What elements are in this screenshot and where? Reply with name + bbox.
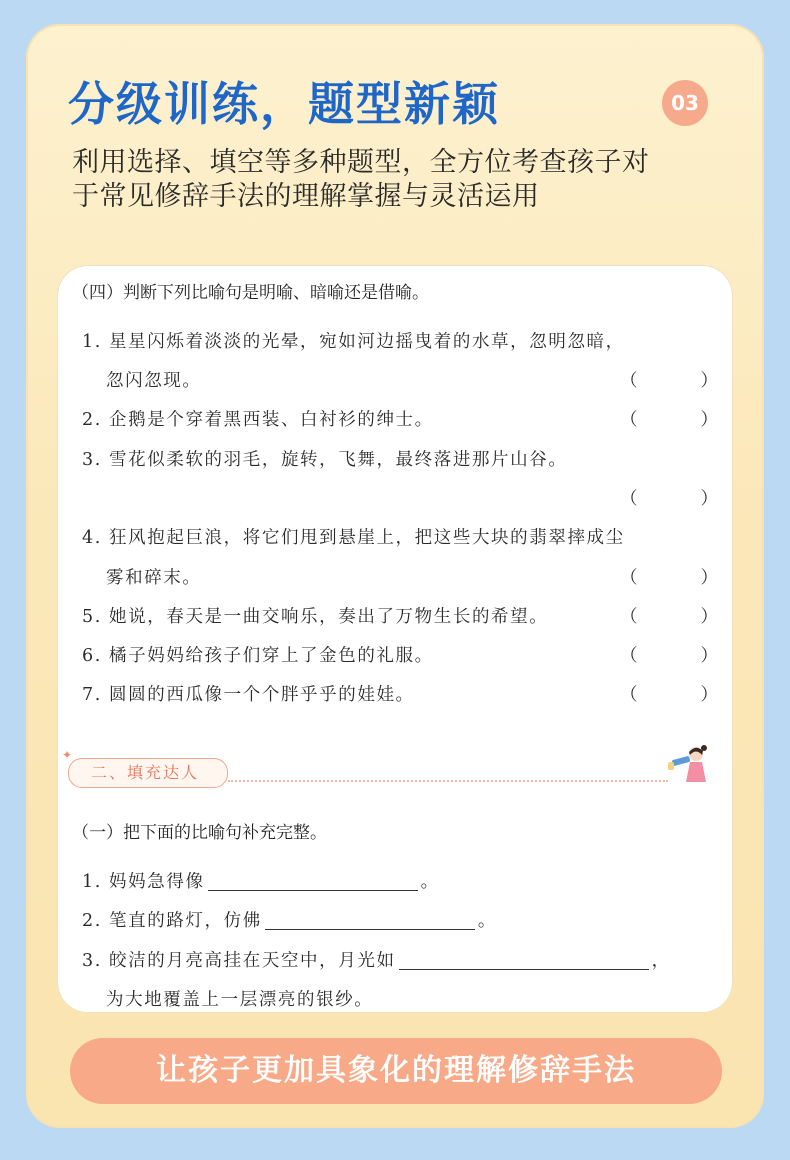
paren-open: （ — [620, 568, 638, 588]
answer-paren-5[interactable] — [620, 603, 718, 628]
paren-open: （ — [620, 371, 638, 391]
fill-question-1-end: 。 — [420, 872, 440, 892]
paren-close: ） — [700, 489, 718, 509]
question-1-line-1: 1. 星星闪烁着淡淡的光晕，宛如河边摇曳着的水草，忽明忽暗， — [82, 332, 625, 352]
question-5: 5. 她说，春天是一曲交响乐，奏出了万物生长的希望。 — [82, 607, 549, 627]
section-4-title: （四）判断下列比喻句是明喻、暗喻还是借喻。 — [72, 283, 429, 303]
fill-question-3-text: 3. 皎洁的月亮高挂在天空中，月光如 — [82, 951, 396, 971]
subtitle-line-2: 于常见修辞手法的理解掌握与灵活运用 — [72, 181, 540, 212]
paren-close: ） — [700, 646, 718, 666]
question-1-line-2: 忽闪忽现。 — [106, 371, 202, 391]
answer-paren-4[interactable] — [620, 564, 718, 589]
fill-question-2 — [82, 907, 497, 932]
paren-open: （ — [620, 410, 638, 430]
answer-paren-7[interactable] — [620, 681, 718, 706]
page-subtitle — [72, 146, 732, 214]
paren-close: ） — [700, 568, 718, 588]
answer-paren-3[interactable] — [620, 485, 718, 510]
section-tag: 二、填充达人 — [68, 758, 228, 788]
bottom-banner: 让孩子更加具象化的理解修辞手法 — [70, 1038, 722, 1104]
paren-open: （ — [620, 685, 638, 705]
fill-question-3-end: ， — [651, 951, 671, 971]
fill-question-2-end: 。 — [477, 911, 497, 931]
question-3: 3. 雪花似柔软的羽毛，旋转，飞舞，最终落进那片山谷。 — [82, 450, 568, 470]
question-2: 2. 企鹅是个穿着黑西装、白衬衫的绅士。 — [82, 410, 434, 430]
page-title: 分级训练，题型新颖 — [68, 77, 500, 131]
fill-blank-1[interactable] — [208, 870, 418, 891]
answer-paren-6[interactable] — [620, 642, 718, 667]
question-7: 7. 圆圆的西瓜像一个个胖乎乎的娃娃。 — [82, 685, 415, 705]
answer-paren-2[interactable] — [620, 406, 718, 431]
paren-close: ） — [700, 371, 718, 391]
question-4-line-1: 4. 狂风抱起巨浪，将它们甩到悬崖上，把这些大块的翡翠摔成尘 — [82, 528, 625, 548]
fill-blank-3[interactable] — [399, 949, 649, 970]
paren-open: （ — [620, 646, 638, 666]
paren-open: （ — [620, 489, 638, 509]
fill-question-1 — [82, 868, 440, 893]
fill-blank-2[interactable] — [265, 909, 475, 930]
question-6: 6. 橘子妈妈给孩子们穿上了金色的礼服。 — [82, 646, 434, 666]
fill-question-2-text: 2. 笔直的路灯，仿佛 — [82, 911, 262, 931]
fill-question-3-line-2: 为大地覆盖上一层漂亮的银纱。 — [106, 990, 374, 1010]
answer-paren-1[interactable] — [620, 367, 718, 392]
paren-close: ） — [700, 607, 718, 627]
girl-with-telescope-icon — [666, 742, 712, 788]
dotted-divider — [228, 780, 668, 782]
part-2-subtitle: （一）把下面的比喻句补充完整。 — [72, 823, 327, 843]
paren-close: ） — [700, 410, 718, 430]
paren-close: ） — [700, 685, 718, 705]
page-number-badge: 03 — [662, 80, 708, 126]
question-4-line-2: 雾和碎末。 — [106, 568, 202, 588]
fill-question-3 — [82, 947, 671, 972]
fill-question-1-text: 1. 妈妈急得像 — [82, 872, 205, 892]
subtitle-line-1: 利用选择、填空等多种题型，全方位考查孩子对 — [72, 147, 650, 178]
paren-open: （ — [620, 607, 638, 627]
sparkle-icon: ✦ — [62, 748, 73, 762]
